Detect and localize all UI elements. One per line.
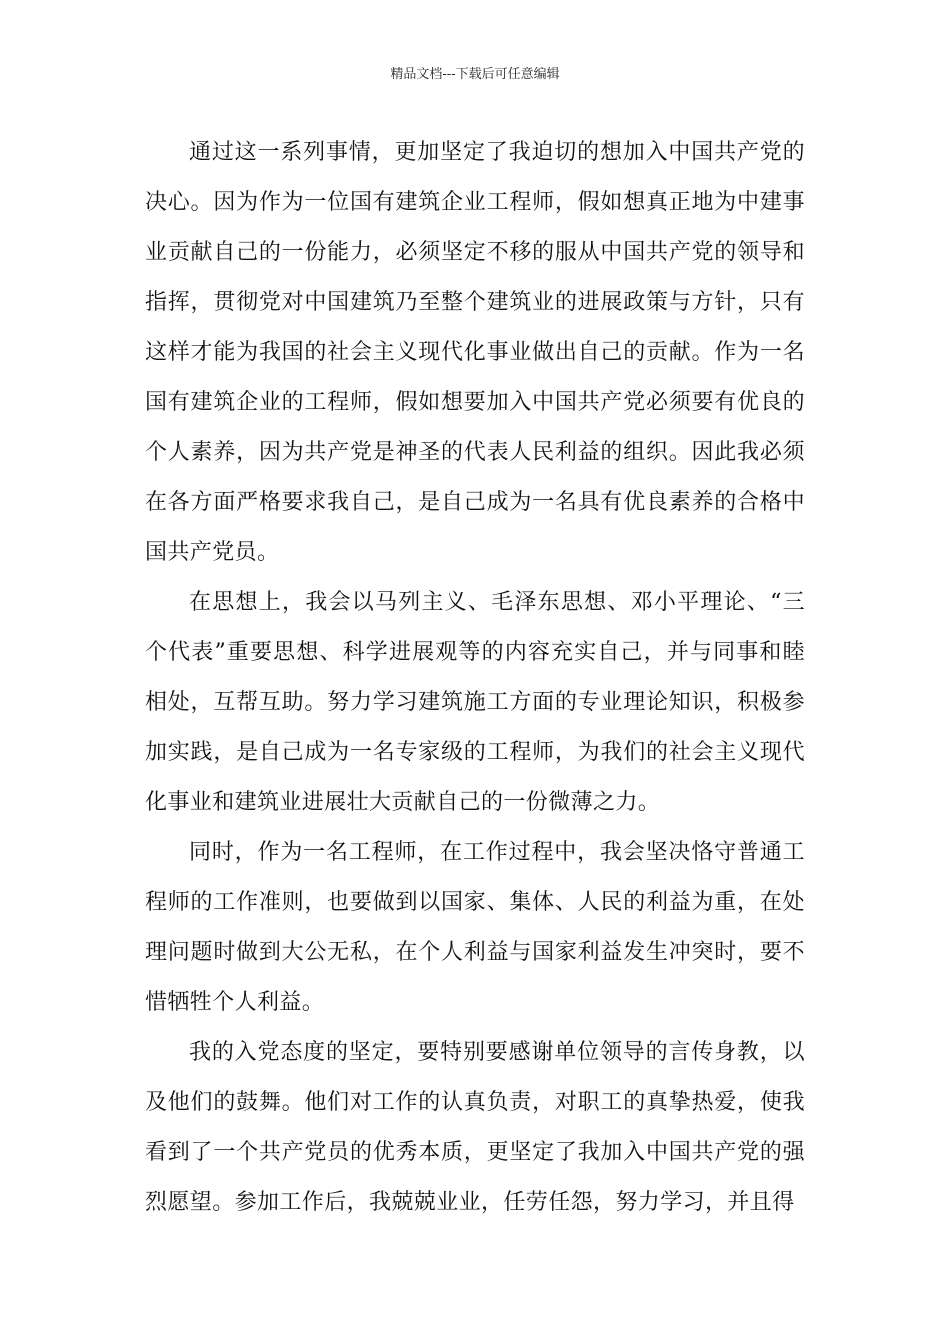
page-header: 精品文档---下载后可任意编辑 (390, 67, 560, 82)
paragraph-4: 我的入党态度的坚定，要特别要感谢单位领导的言传身教，以及他们的鼓舞。他们对工作的认真负责，对职工的真挚热爱，使我看到了一个共产党员的优秀本质，更坚定了我加入中国共产党的强烈愿望。参加工作后，我兢兢业业，任劳任怨，努力学习，并且得 (145, 1040, 805, 1215)
paragraph-1: 通过这一系列事情，更加坚定了我迫切的想加入中国共产党的决心。因为作为一位国有建筑企业工程师，假如想真正地为中建事业贡献自己的一份能力，必须坚定不移的服从中国共产党的领导和指挥，贯彻党对中国建筑乃至整个建筑业的进展政策与方针，只有这样才能为我国的社会主义现代化事业做出自己的贡献。作为一名国有建筑企业的工程师，假如想要加入中国共产党必须要有优良的个人素养，因为共产党是神圣的代表人民利益的组织。因此我必须在各方面严格要求我自己，是自己成为一名具有优良素养的合格中国共产党员。 (145, 140, 805, 565)
document-body (145, 128, 805, 1228)
paragraph-3: 同时，作为一名工程师，在工作过程中，我会坚决恪守普通工程师的工作准则，也要做到以国家、集体、人民的利益为重，在处理问题时做到大公无私，在个人利益与国家利益发生冲突时，要不惜牺牲个人利益。 (145, 840, 805, 1015)
paragraph-2: 在思想上，我会以马列主义、毛泽东思想、邓小平理论、“三个代表”重要思想、科学进展观等的内容充实自己，并与同事和睦相处，互帮互助。努力学习建筑施工方面的专业理论知识，积极参加实践，是自己成为一名专家级的工程师，为我们的社会主义现代化事业和建筑业进展壮大贡献自己的一份微薄之力。 (145, 590, 805, 815)
